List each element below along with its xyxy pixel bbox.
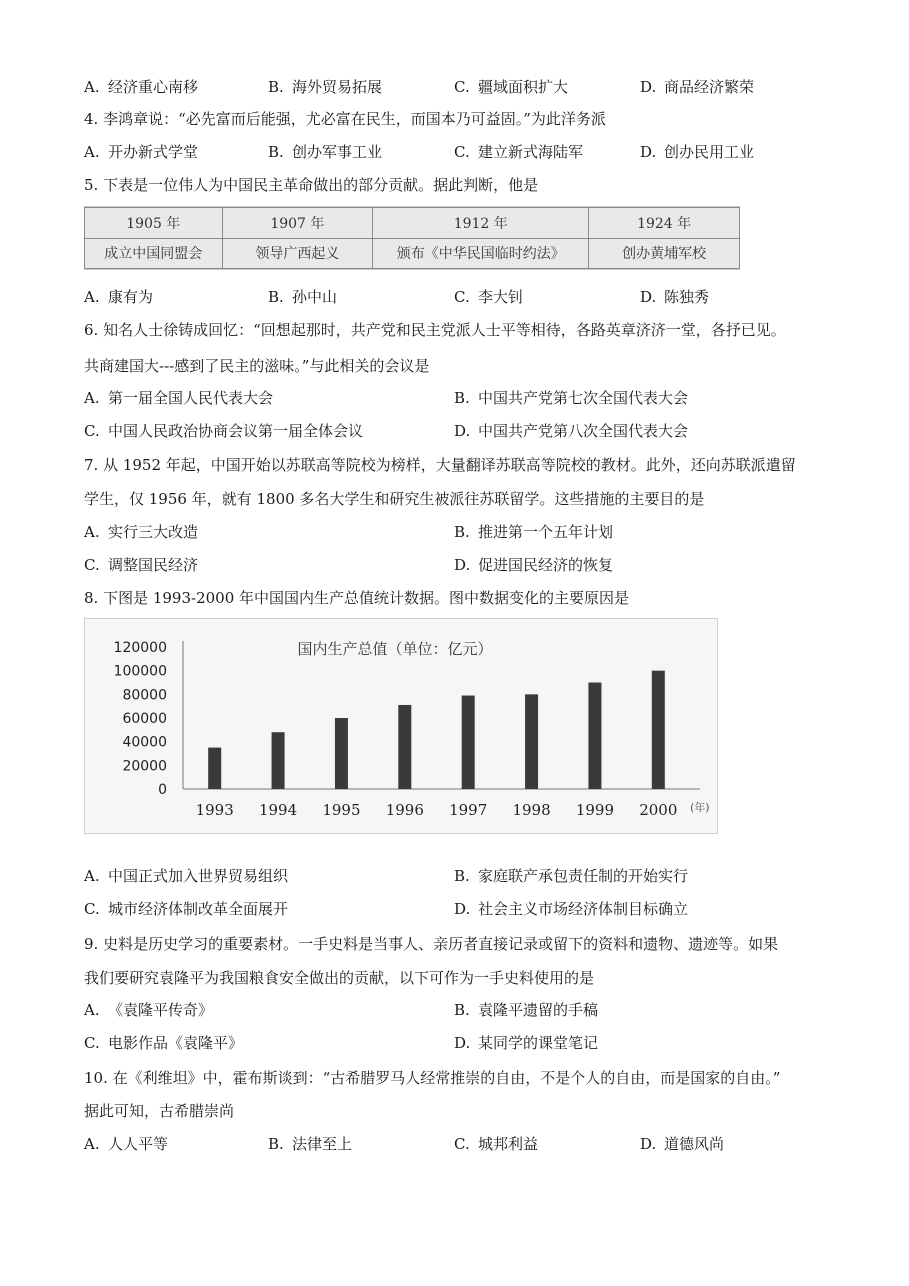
option-letter: C.	[84, 556, 100, 574]
table-row-years	[85, 208, 740, 239]
q4-stem: 4. 李鸿章说：“必先富而后能强，尤必富在民生，而国本乃可益固。”为此洋务派	[84, 110, 606, 128]
q7-option-b	[454, 521, 613, 543]
option-letter: D.	[640, 78, 657, 96]
q7-option-a	[84, 521, 198, 543]
option-letter: D.	[454, 556, 471, 574]
y-tick-label: 100000	[113, 663, 167, 680]
y-tick-label: 60000	[122, 711, 167, 727]
q9-option-a	[84, 999, 213, 1021]
option-letter: B.	[268, 1135, 284, 1153]
option-letter: B.	[268, 78, 284, 96]
gdp-bar	[588, 683, 601, 790]
option-text: 实行三大改造	[108, 523, 199, 541]
gdp-bar	[335, 718, 348, 789]
option-text: 某同学的课堂笔记	[478, 1034, 599, 1052]
option-text: 调整国民经济	[108, 556, 199, 574]
q7-stem-line-2: 学生，仅 1956 年，就有 1800 多名大学生和研究生被派往苏联留学。这些措施的主要目的是	[84, 490, 705, 508]
option-text: 创办军事工业	[292, 143, 383, 161]
chart-title: 国内生产总值（单位：亿元）	[297, 640, 493, 658]
option-letter: B.	[268, 288, 284, 306]
option-letter: C.	[454, 288, 470, 306]
option-text: 第一届全国人民代表大会	[108, 389, 274, 407]
option-letter: A.	[84, 867, 100, 885]
option-text: 中国共产党第七次全国代表大会	[478, 389, 689, 407]
x-tick-label: 1996	[385, 801, 424, 819]
option-text: 促进国民经济的恢复	[478, 556, 614, 574]
x-tick-label: 1998	[512, 801, 551, 819]
table-cell-event: 领导广西起义	[222, 238, 373, 269]
option-letter: B.	[454, 1001, 470, 1019]
option-text: 商品经济繁荣	[664, 78, 755, 96]
q9-option-d	[454, 1032, 598, 1054]
option-letter: D.	[454, 422, 471, 440]
q6-stem-line-2: 共商建国大---感到了民主的滋味。”与此相关的会议是	[84, 357, 430, 375]
x-tick-label: 1994	[258, 801, 298, 819]
y-tick-label: 0	[158, 782, 167, 798]
option-text: 道德风尚	[664, 1135, 725, 1153]
option-letter: D.	[454, 900, 471, 918]
option-text: 疆域面积扩大	[478, 78, 569, 96]
q4-option-a	[84, 141, 198, 163]
q10-option-d	[640, 1133, 724, 1155]
q5-contribution-table	[84, 206, 740, 270]
option-text: 推进第一个五年计划	[478, 523, 614, 541]
q9-option-c	[84, 1032, 243, 1054]
x-unit-label: (年)	[690, 801, 710, 814]
q8-option-b	[454, 865, 688, 887]
gdp-bar-chart	[84, 618, 718, 834]
option-letter: B.	[454, 523, 470, 541]
q6-option-c	[84, 420, 363, 442]
q5-option-b	[268, 286, 337, 308]
option-text: 法律至上	[292, 1135, 353, 1153]
option-letter: A.	[84, 523, 100, 541]
option-text: 袁隆平遗留的手稿	[478, 1001, 599, 1019]
option-text: 经济重心南移	[108, 78, 199, 96]
q5-option-a	[84, 286, 153, 308]
option-text: 人人平等	[108, 1135, 169, 1153]
q10-stem-line-2: 据此可知，古希腊崇尚	[84, 1102, 235, 1120]
option-text: 开办新式学堂	[108, 143, 199, 161]
option-text: 中国人民政治协商会议第一届全体会议	[108, 422, 364, 440]
option-text: 电影作品《袁隆平》	[108, 1034, 244, 1052]
option-letter: A.	[84, 78, 100, 96]
y-tick-label: 80000	[122, 687, 167, 704]
q3-option-b	[268, 76, 382, 98]
option-text: 创办民用工业	[664, 143, 755, 161]
option-letter: C.	[84, 900, 100, 918]
option-text: 社会主义市场经济体制目标确立	[478, 900, 689, 918]
q6-stem-line-1: 6. 知名人士徐铸成回忆：“回想起那时，共产党和民主党派人士平等相待，各路英章济济一堂，各抒已见。	[84, 321, 786, 339]
q5-option-d	[640, 286, 709, 308]
table-cell-event: 成立中国同盟会	[85, 238, 223, 269]
q5-option-c	[454, 286, 523, 308]
option-letter: C.	[454, 78, 470, 96]
gdp-bar	[272, 732, 285, 789]
q10-option-a	[84, 1133, 168, 1155]
q8-stem: 8. 下图是 1993-2000 年中国国内生产总值统计数据。图中数据变化的主要原因是	[84, 589, 630, 607]
q8-option-a	[84, 865, 288, 887]
y-tick-label: 20000	[122, 758, 167, 775]
gdp-bar	[652, 671, 665, 789]
option-text: 陈独秀	[664, 288, 710, 306]
q9-stem-line-2: 我们要研究袁隆平为我国粮食安全做出的贡献，以下可作为一手史料使用的是	[84, 969, 595, 987]
option-letter: A.	[84, 143, 100, 161]
q9-option-b	[454, 999, 598, 1021]
gdp-bar	[525, 694, 538, 789]
q8-option-d	[454, 898, 688, 920]
option-text: 李大钊	[478, 288, 524, 306]
option-text: 中国共产党第八次全国代表大会	[478, 422, 689, 440]
gdp-chart-svg	[85, 619, 717, 833]
table-cell-event: 颁布《中华民国临时约法》	[373, 238, 589, 269]
x-tick-label: 1993	[195, 801, 234, 819]
q4-option-c	[454, 141, 583, 163]
option-letter: C.	[84, 1034, 100, 1052]
x-tick-label: 2000	[639, 801, 678, 819]
option-letter: C.	[454, 143, 470, 161]
gdp-bar	[462, 696, 475, 789]
table-row-events	[85, 238, 740, 269]
option-letter: C.	[84, 422, 100, 440]
q3-option-a	[84, 76, 198, 98]
option-letter: A.	[84, 389, 100, 407]
option-letter: D.	[454, 1034, 471, 1052]
gdp-bar	[208, 748, 221, 789]
q6-option-a	[84, 387, 273, 409]
option-letter: B.	[454, 867, 470, 885]
x-tick-label: 1999	[575, 801, 615, 819]
option-text: 孙中山	[292, 288, 338, 306]
x-tick-label: 1997	[449, 801, 488, 819]
option-letter: A.	[84, 1001, 100, 1019]
gdp-bar	[398, 705, 411, 789]
option-text: 康有为	[108, 288, 154, 306]
q7-option-c	[84, 554, 198, 576]
table-cell-event: 创办黄埔军校	[589, 238, 740, 269]
q6-option-d	[454, 420, 688, 442]
option-text: 家庭联产承包责任制的开始实行	[478, 867, 689, 885]
option-letter: B.	[268, 143, 284, 161]
option-letter: D.	[640, 288, 657, 306]
q3-option-c	[454, 76, 568, 98]
table-cell-year: 1905 年	[85, 208, 223, 239]
x-tick-label: 1995	[322, 801, 361, 819]
q10-stem-line-1: 10. 在《利维坦》中，霍布斯谈到：“古希腊罗马人经常推崇的自由，不是个人的自由，而是国家的自由。”	[84, 1069, 781, 1087]
q10-option-c	[454, 1133, 538, 1155]
q5-stem: 5. 下表是一位伟人为中国民主革命做出的部分贡献。据此判断，他是	[84, 176, 539, 194]
option-text: 城市经济体制改革全面展开	[108, 900, 289, 918]
q7-stem-line-1: 7. 从 1952 年起，中国开始以苏联高等院校为榜样，大量翻译苏联高等院校的教材。此外，还向苏联派遣留	[84, 456, 796, 474]
q10-option-b	[268, 1133, 352, 1155]
q7-option-d	[454, 554, 613, 576]
option-letter: C.	[454, 1135, 470, 1153]
option-letter: D.	[640, 143, 657, 161]
option-text: 建立新式海陆军	[478, 143, 584, 161]
option-text: 中国正式加入世界贸易组织	[108, 867, 289, 885]
y-tick-label: 120000	[113, 640, 167, 656]
q8-option-c	[84, 898, 288, 920]
option-text: 城邦利益	[478, 1135, 539, 1153]
option-text: 海外贸易拓展	[292, 78, 383, 96]
table-cell-year: 1907 年	[222, 208, 373, 239]
option-letter: A.	[84, 288, 100, 306]
q9-stem-line-1: 9. 史料是历史学习的重要素材。一手史料是当事人、亲历者直接记录或留下的资料和遗物、遗迹等。如果	[84, 935, 779, 953]
q4-option-b	[268, 141, 382, 163]
q3-option-d	[640, 76, 754, 98]
y-tick-label: 40000	[122, 734, 167, 751]
option-letter: B.	[454, 389, 470, 407]
option-text: 《袁隆平传奇》	[108, 1001, 214, 1019]
q6-option-b	[454, 387, 688, 409]
option-letter: A.	[84, 1135, 100, 1153]
table-cell-year: 1924 年	[589, 208, 740, 239]
option-letter: D.	[640, 1135, 657, 1153]
q4-option-d	[640, 141, 754, 163]
table-cell-year: 1912 年	[373, 208, 589, 239]
